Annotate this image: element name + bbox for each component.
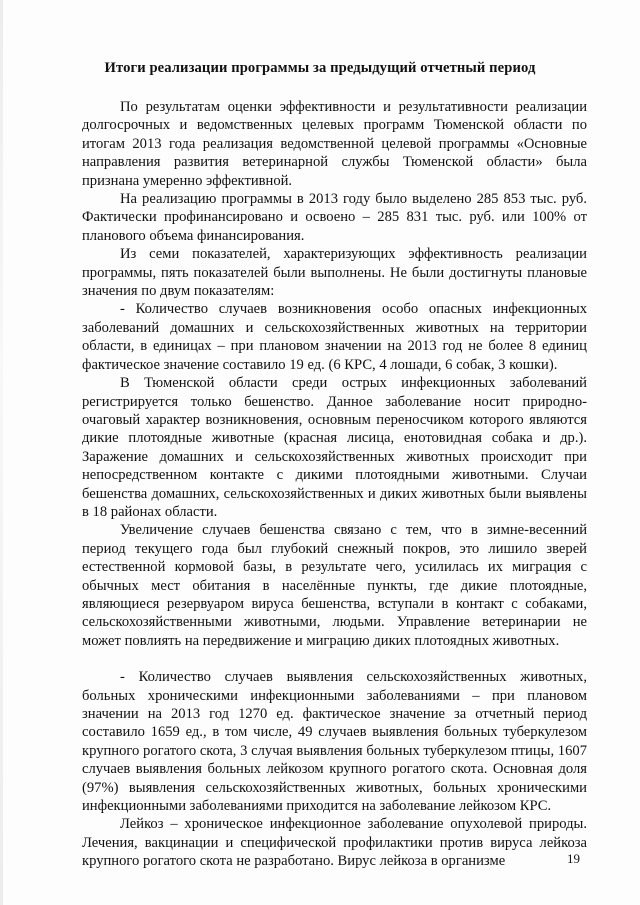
scan-edge-shadow xyxy=(0,0,3,905)
paragraph-chronic-infections: - Количество случаев выявления сельскохозяйственных животных, больных хроническими инфекционными заболеваниями – при плановом значении на 2013 год 1270 ед. фактическое значение за отчетный период составило 1659 ед., в том числе, 49 случаев выявления больных туберкулезом крупного рогатого скота, 3 случая выявления больных туберкулезом птицы, 1607 случаев выявления больных лейкозом крупного рогатого скота. Основная доля (97%) выявления сельскохозяйственных животных, больных хроническими инфекционными заболеваниями приходится на заболевание лейкозом КРС. xyxy=(82,669,587,815)
paragraph-evaluation: По результатам оценки эффективности и результативности реализации долгосрочных и ведомственных целевых программ Тюменской области по итогам 2013 года реализация ведомственной целевой программы «Основные направления развития ветеринарной службы Тюменской области» была признана умеренно эффективной. xyxy=(82,99,587,189)
paragraph-leukosis: Лейкоз – хроническое инфекционное заболевание опухолевой природы. Лечения, вакцинации и специфической профилактики против вируса лейкоза крупного рогатого скота не разработано. Вирус лейкоза в организме xyxy=(82,816,587,870)
paragraph-funding: На реализацию программы в 2013 году было выделено 285 853 тыс. руб. Фактически профинансировано и освоено – 285 831 тыс. руб. или 100% от планового объема финансирования. xyxy=(82,191,587,244)
paragraph-rabies-increase: Увеличение случаев бешенства связано с тем, что в зимне-весенний период текущего года был глубокий снежный покров, это лишило зверей естественной кормовой базы, в результате чего, усилилась их миграция с обычных мест обитания в населённые пункты, где дикие плотоядные, являющиеся резервуаром вируса бешенства, вступали в контакт с собаками, сельскохозяйственными животными, людьми. Управление ветеринарии не может повлиять на передвижение и миграцию диких плотоядных животных. xyxy=(82,522,587,649)
page-number: 19 xyxy=(567,851,580,866)
paragraph-rabies: В Тюменской области среди острых инфекционных заболеваний регистрируется только бешенство. Данное заболевание носит природно-очаговый характер возникновения, основным переносчиком которого являются дикие плотоядные животные (красная лисица, енотовидная собака и др.). Заражение домашних и сельскохозяйственных животных происходит при непосредственном контакте с дикими плотоядными животными. Случаи бешенства домашних, сельскохозяйственных и диких животных были выявлены в 18 районах области. xyxy=(82,375,587,520)
document-body xyxy=(82,98,587,871)
section-heading: Итоги реализации программы за предыдущий отчетный период xyxy=(104,60,536,76)
paragraph-indicators: Из семи показателей, характеризующих эффективность реализации программы, пять показателей были выполнены. Не были достигнуты плановые значения по двум показателям: xyxy=(82,246,587,300)
paragraph-dangerous-infections: - Количество случаев возникновения особо опасных инфекционных заболеваний домашних и сельскохозяйственных животных на территории области, в единицах – при плановом значении на 2013 год не более 8 единиц фактическое значение составило 19 ед. (6 КРС, 4 лошади, 6 собак, 3 кошки). xyxy=(82,301,587,373)
